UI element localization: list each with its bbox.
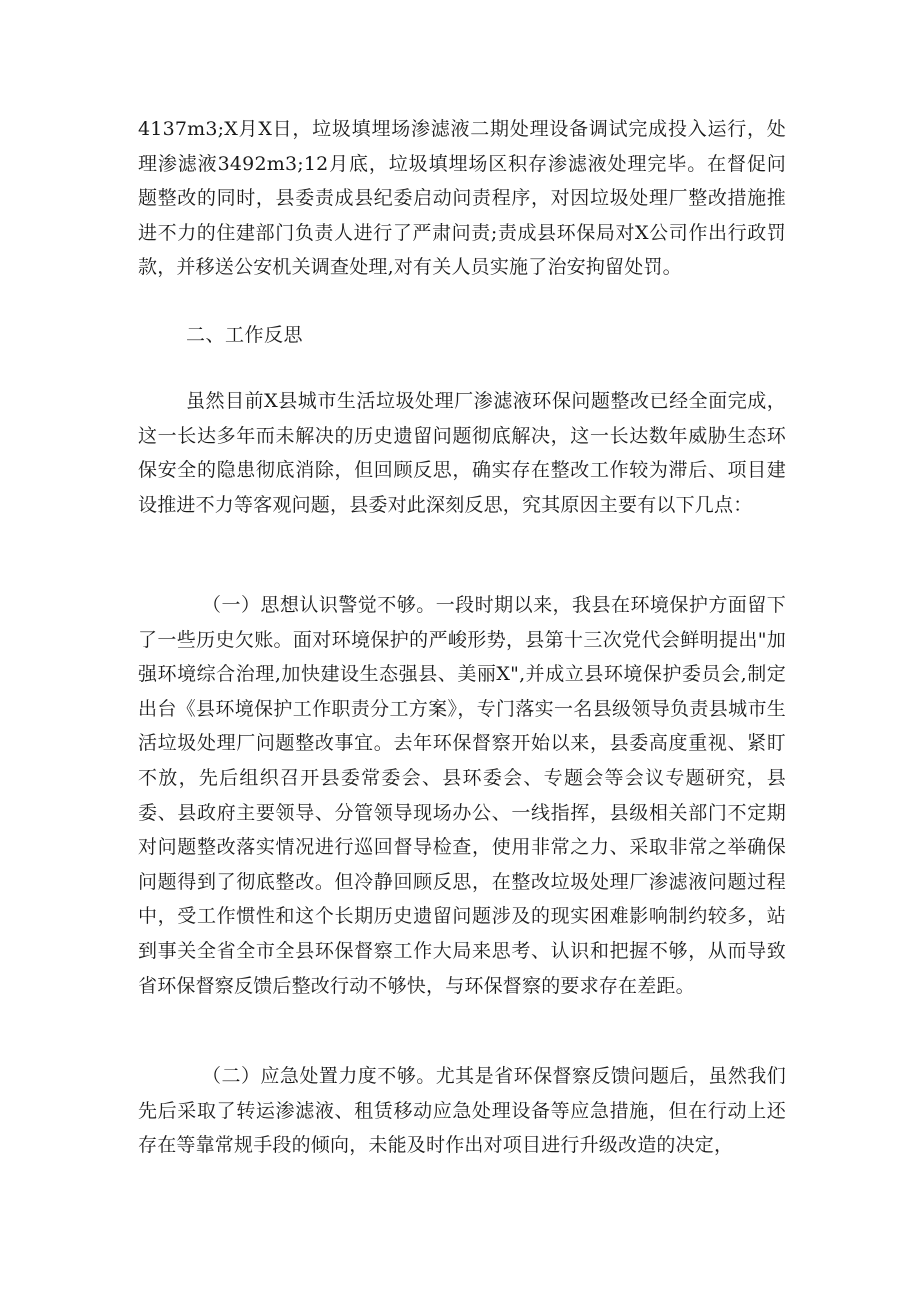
paragraph-point-one-awareness: （一）思想认识警觉不够。一段时期以来，我县在环境保护方面留下了一些历史欠账。面对环境保护的严峻形势，县第十三次党代会鲜明提出"加强环境综合治理,加快建设生态强县、美丽X",并成立县环境保护委员会,制定出台《县环境保护工作职责分工方案》，专门落实一名县级领导负责县城市生活垃圾处理厂问题整改事宜。去年环保督察开始以来，县委高度重视、紧盯不放，先后组织召开县委常委会、县环委会、专题会等会议专题研究，县委、县政府主要领导、分管领导现场办公、一线指挥，县级相关部门不定期对问题整改落实情况进行巡回督导检查，使用非常之力、采取非常之举确保问题得到了彻底整改。但冷静回顾反思，在整改垃圾处理厂渗滤液问题过程中，受工作惯性和这个长期历史遗留问题涉及的现实困难影响制约较多，站到事关全省全市全县环保督察工作大局来思考、认识和把握不够，从而导致省环保督察反馈后整改行动不够快，与环保督察的要求存在差距。 <box>138 594 786 997</box>
paragraph-reflection-intro: 虽然目前X县城市生活垃圾处理厂渗滤液环保问题整改已经全面完成，这一长达多年而未解决的历史遗留问题彻底解决，这一长达数年威胁生态环保安全的隐患彻底消除，但回顾反思，确实存在整改工作较为滞后、项目建设推进不力等客观问题，县委对此深刻反思，究其原因主要有以下几点： <box>138 390 786 516</box>
paragraph-rectification-progress: 4137m3;X月X日，垃圾填埋场渗滤液二期处理设备调试完成投入运行，处理渗滤液3492m3;12月底，垃圾填埋场区积存渗滤液处理完毕。在督促问题整改的同时，县委责成县纪委启动问责程序，对因垃圾处理厂整改措施推进不力的住建部门负责人进行了严肃问责;责成县环保局对X公司作出行政罚款，并移送公安机关调查处理,对有关人员实施了治安拘留处罚。 <box>138 118 786 279</box>
section-heading-work-reflection: 二、工作反思 <box>186 324 304 346</box>
paragraph-point-two-emergency: （二）应急处置力度不够。尤其是省环保督察反馈问题后，虽然我们先后采取了转运渗滤液、租赁移动应急处理设备等应急措施，但在行动上还存在等靠常规手段的倾向，未能及时作出对项目进行升级改造的决定， <box>138 1065 786 1157</box>
